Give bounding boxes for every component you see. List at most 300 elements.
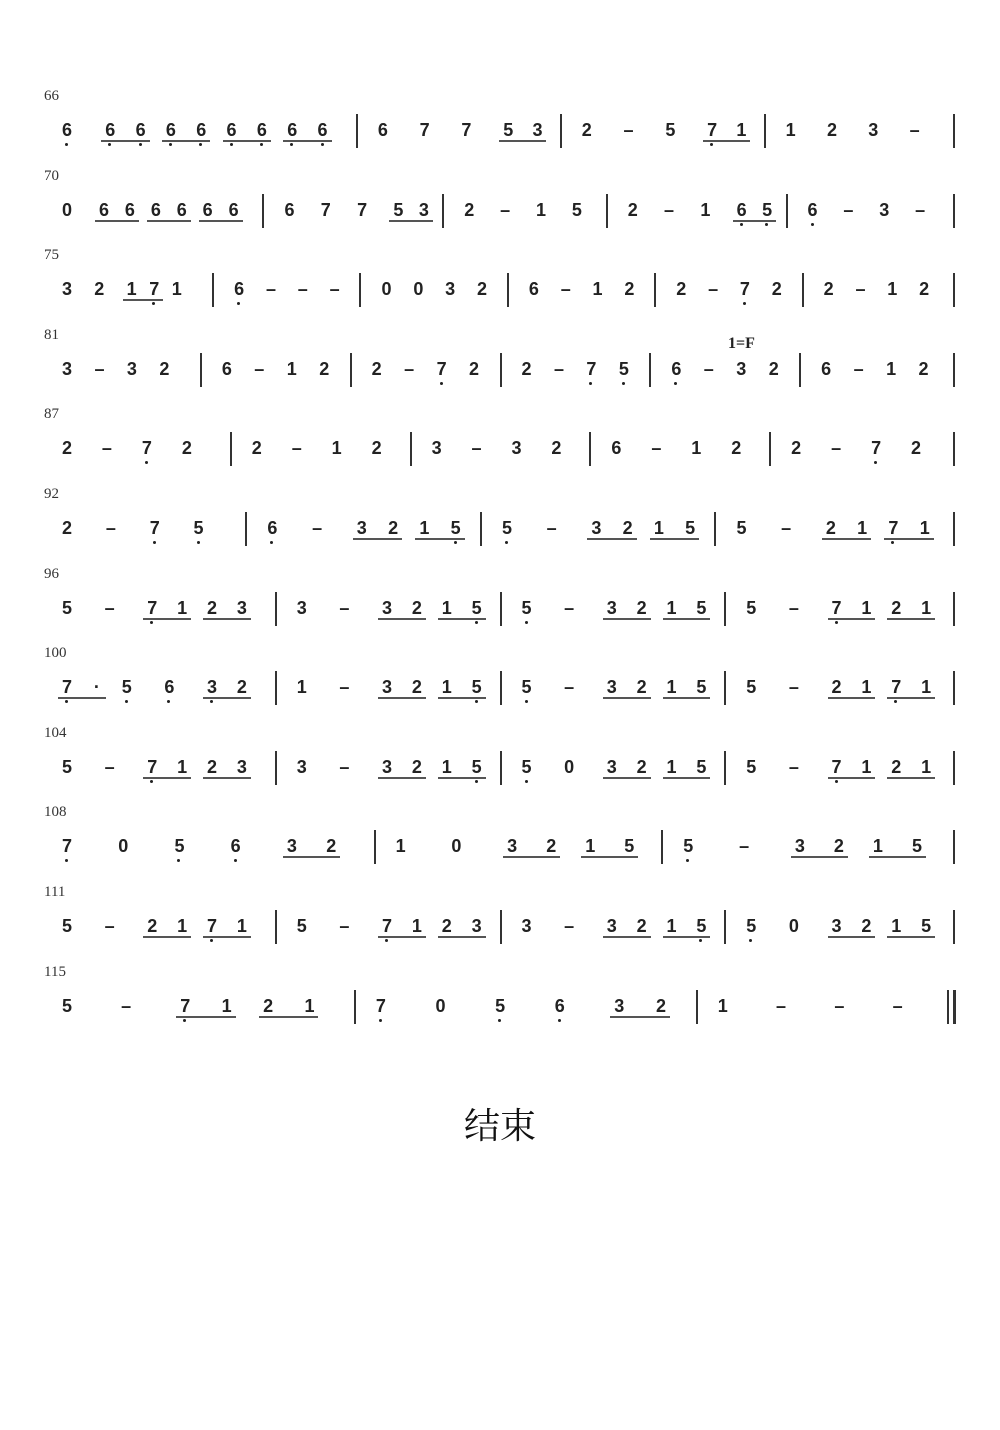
note: 2 bbox=[911, 438, 922, 459]
note: 2 bbox=[411, 756, 422, 777]
barline bbox=[507, 273, 509, 307]
note: 2 bbox=[371, 358, 382, 379]
note: 6 bbox=[176, 199, 187, 220]
note: 2 bbox=[891, 597, 902, 618]
note: 1 bbox=[395, 836, 406, 857]
measure-number: 108 bbox=[44, 804, 67, 821]
eighth-underline bbox=[438, 697, 486, 699]
note: 2 bbox=[768, 358, 779, 379]
low-octave-dot bbox=[270, 541, 273, 544]
sustain-dash: – bbox=[312, 518, 323, 538]
note: 1 bbox=[891, 916, 902, 936]
note: 2 bbox=[147, 916, 158, 936]
barline bbox=[410, 432, 412, 466]
barline bbox=[606, 194, 608, 228]
eighth-underline bbox=[415, 538, 464, 540]
low-octave-dot bbox=[505, 541, 508, 544]
note: 1 bbox=[331, 438, 342, 459]
barline bbox=[354, 990, 356, 1024]
eighth-underline bbox=[884, 538, 933, 540]
note: 5 bbox=[756, 200, 778, 220]
barline bbox=[953, 432, 955, 466]
note: 6 bbox=[202, 199, 213, 220]
note: 5 bbox=[489, 996, 511, 1016]
low-octave-dot bbox=[622, 382, 625, 385]
note: 6 bbox=[611, 438, 622, 459]
eighth-underline bbox=[650, 538, 699, 540]
note: 3 bbox=[201, 677, 223, 697]
eighth-underline bbox=[438, 618, 486, 620]
eighth-underline bbox=[663, 777, 711, 779]
note: 7 bbox=[701, 120, 723, 140]
note: 6 bbox=[228, 279, 250, 299]
note: 0 bbox=[451, 836, 462, 857]
sustain-dash: – bbox=[404, 358, 415, 379]
eighth-underline bbox=[828, 618, 876, 620]
note: 6 bbox=[225, 836, 247, 856]
low-octave-dot bbox=[765, 223, 768, 226]
sustain-dash: – bbox=[703, 358, 714, 379]
note: 3 bbox=[236, 597, 247, 618]
note: 7 bbox=[865, 438, 887, 458]
note: 2 bbox=[861, 916, 872, 936]
eighth-underline bbox=[603, 777, 651, 779]
note: 5 bbox=[746, 597, 757, 618]
note: 5 bbox=[61, 597, 72, 618]
note: 2 bbox=[251, 438, 262, 459]
eighth-underline bbox=[663, 618, 711, 620]
note: 2 bbox=[464, 199, 475, 220]
note: 5 bbox=[665, 120, 676, 140]
note: 2 bbox=[207, 756, 218, 777]
note: 3 bbox=[614, 995, 625, 1016]
note: 2 bbox=[319, 358, 330, 379]
low-octave-dot bbox=[150, 780, 153, 783]
score-line bbox=[0, 194, 1000, 234]
note: 1 bbox=[691, 438, 702, 459]
note: 6 bbox=[528, 279, 539, 300]
note: 3 bbox=[61, 358, 72, 379]
note: 6 bbox=[130, 120, 152, 140]
note: 6 bbox=[261, 518, 283, 538]
note: 3 bbox=[532, 120, 543, 140]
low-octave-dot bbox=[699, 939, 702, 942]
eighth-underline bbox=[603, 618, 651, 620]
final-barline-thin bbox=[947, 990, 949, 1024]
note: 3 bbox=[511, 438, 522, 459]
sustain-dash: – bbox=[915, 199, 926, 220]
eighth-underline bbox=[223, 140, 271, 142]
note: 6 bbox=[251, 120, 273, 140]
note: 1 bbox=[921, 677, 932, 698]
note: 1 bbox=[921, 597, 932, 618]
score-line bbox=[0, 830, 1000, 870]
low-octave-dot bbox=[210, 700, 213, 703]
sustain-dash: – bbox=[265, 279, 276, 300]
note: 1 bbox=[286, 358, 297, 379]
sustain-dash: – bbox=[788, 756, 799, 777]
note: 2 bbox=[731, 438, 742, 459]
note: 2 bbox=[181, 438, 192, 459]
eighth-underline bbox=[203, 936, 251, 938]
low-octave-dot bbox=[237, 302, 240, 305]
low-octave-dot bbox=[197, 541, 200, 544]
note: 6 bbox=[281, 120, 303, 140]
low-octave-dot bbox=[740, 223, 743, 226]
note: 6 bbox=[124, 199, 135, 220]
sustain-dash: – bbox=[892, 995, 903, 1016]
barline bbox=[500, 910, 502, 944]
eighth-underline bbox=[95, 220, 139, 222]
note: 1 bbox=[536, 199, 547, 220]
note: 3 bbox=[606, 916, 617, 936]
low-octave-dot bbox=[167, 700, 170, 703]
eighth-underline bbox=[199, 220, 243, 222]
barline bbox=[764, 114, 766, 148]
note: 3 bbox=[431, 438, 442, 459]
note: 6 bbox=[160, 120, 182, 140]
low-octave-dot bbox=[153, 541, 156, 544]
note: 3 bbox=[606, 756, 617, 777]
barline bbox=[786, 194, 788, 228]
sustain-dash: – bbox=[788, 677, 799, 698]
note: 2 bbox=[207, 597, 218, 618]
note: 6 bbox=[150, 199, 161, 220]
barline bbox=[953, 273, 955, 307]
eighth-underline bbox=[203, 618, 251, 620]
sustain-dash: – bbox=[834, 995, 845, 1016]
note: 3 bbox=[879, 199, 890, 220]
sustain-dash: – bbox=[664, 199, 675, 220]
note: 7 bbox=[885, 677, 907, 697]
note: 1 bbox=[441, 756, 452, 777]
score-line bbox=[0, 114, 1000, 154]
barline bbox=[500, 592, 502, 626]
note: 1 bbox=[441, 677, 452, 698]
note: 2 bbox=[627, 199, 638, 220]
note: 3 bbox=[868, 120, 879, 140]
note: 2 bbox=[624, 279, 635, 300]
note: 2 bbox=[551, 438, 562, 459]
note: 6 bbox=[731, 200, 753, 220]
note: 3 bbox=[382, 597, 393, 618]
sustain-dash: – bbox=[329, 279, 340, 300]
eighth-underline bbox=[438, 936, 486, 938]
note: 6 bbox=[665, 359, 687, 379]
note: 6 bbox=[377, 120, 388, 140]
eighth-underline bbox=[353, 538, 402, 540]
note: 3 bbox=[831, 916, 842, 936]
score-line bbox=[0, 512, 1000, 552]
note: 7 bbox=[201, 916, 223, 936]
note: 5 bbox=[613, 359, 635, 379]
eighth-underline bbox=[887, 936, 935, 938]
note: 5 bbox=[445, 518, 467, 538]
note: 1 bbox=[861, 756, 872, 777]
note: 2 bbox=[388, 518, 399, 538]
note: 1 bbox=[304, 995, 315, 1016]
note: 2 bbox=[825, 518, 836, 538]
note: 5 bbox=[168, 836, 190, 856]
note: 5 bbox=[516, 757, 538, 777]
measure-number: 96 bbox=[44, 565, 59, 582]
sustain-dash: – bbox=[339, 597, 350, 618]
note: 7 bbox=[461, 120, 472, 140]
note: 7 bbox=[580, 359, 602, 379]
note: 0 bbox=[61, 199, 72, 220]
eighth-underline bbox=[101, 140, 149, 142]
sustain-dash: – bbox=[104, 916, 115, 936]
eighth-underline bbox=[703, 140, 750, 142]
note: 5 bbox=[466, 757, 488, 777]
note: 2 bbox=[791, 438, 802, 459]
note: 2 bbox=[918, 358, 929, 379]
note: 3 bbox=[382, 756, 393, 777]
sustain-dash: – bbox=[339, 677, 350, 698]
low-octave-dot bbox=[475, 700, 478, 703]
note: 6 bbox=[284, 199, 295, 220]
sustain-dash: – bbox=[564, 916, 575, 936]
barline bbox=[661, 830, 663, 864]
eighth-underline bbox=[123, 299, 164, 301]
note: 5 bbox=[746, 756, 757, 777]
note: 1 bbox=[717, 995, 728, 1016]
sustain-dash: – bbox=[853, 358, 864, 379]
eighth-underline bbox=[283, 140, 331, 142]
low-octave-dot bbox=[230, 143, 233, 146]
low-octave-dot bbox=[475, 621, 478, 624]
low-octave-dot bbox=[475, 780, 478, 783]
low-octave-dot bbox=[525, 621, 528, 624]
eighth-underline bbox=[143, 936, 191, 938]
sustain-dash: – bbox=[560, 279, 571, 300]
barline bbox=[230, 432, 232, 466]
note: 6 bbox=[228, 199, 239, 220]
barline bbox=[953, 114, 955, 148]
sustain-dash: – bbox=[781, 518, 792, 538]
note: 3 bbox=[356, 518, 367, 538]
eighth-underline bbox=[389, 220, 432, 222]
note: 0 bbox=[381, 279, 392, 300]
note: 1 bbox=[666, 597, 677, 618]
measure-number: 70 bbox=[44, 167, 59, 184]
eighth-underline bbox=[828, 936, 876, 938]
note: 2 bbox=[676, 279, 687, 300]
low-octave-dot bbox=[749, 939, 752, 942]
note: 7 bbox=[141, 598, 163, 618]
note: 1 bbox=[296, 677, 307, 698]
note: 2 bbox=[919, 279, 930, 300]
note: 5 bbox=[516, 677, 538, 697]
low-octave-dot bbox=[710, 143, 713, 146]
low-octave-dot bbox=[894, 700, 897, 703]
note: 5 bbox=[677, 836, 699, 856]
note: 2 bbox=[236, 677, 247, 698]
note: 2 bbox=[546, 836, 557, 857]
note: 2 bbox=[636, 677, 647, 698]
sustain-dash: – bbox=[776, 995, 787, 1016]
note: 6 bbox=[99, 120, 121, 140]
note: 5 bbox=[61, 916, 72, 936]
note: 3 bbox=[296, 597, 307, 618]
note: 1 bbox=[700, 199, 711, 220]
note: 5 bbox=[696, 677, 707, 698]
note: 2 bbox=[622, 518, 633, 538]
note: 3 bbox=[286, 836, 297, 857]
note: 6 bbox=[158, 677, 180, 697]
note: 1 bbox=[736, 120, 747, 140]
low-octave-dot bbox=[152, 302, 155, 305]
note: 2 bbox=[94, 279, 105, 300]
ending-text: 结束 bbox=[463, 1106, 536, 1147]
note: 5 bbox=[466, 677, 488, 697]
low-octave-dot bbox=[525, 700, 528, 703]
note: 0 bbox=[435, 995, 446, 1016]
sustain-dash: – bbox=[909, 120, 920, 140]
barline bbox=[480, 512, 482, 546]
note: 7 bbox=[144, 518, 166, 538]
low-octave-dot bbox=[210, 939, 213, 942]
note: 3 bbox=[794, 836, 805, 857]
sustain-dash: – bbox=[291, 438, 302, 459]
barline bbox=[359, 273, 361, 307]
eighth-underline bbox=[499, 140, 546, 142]
note: 7 bbox=[370, 996, 392, 1016]
note: 1 bbox=[419, 518, 430, 538]
note: 5 bbox=[696, 756, 707, 777]
note: 1 bbox=[585, 836, 596, 857]
note: 7 bbox=[143, 279, 165, 299]
score-line bbox=[0, 353, 1000, 393]
barline bbox=[356, 114, 358, 148]
note: 1 bbox=[666, 916, 677, 936]
barline bbox=[200, 353, 202, 387]
low-octave-dot bbox=[321, 143, 324, 146]
low-octave-dot bbox=[558, 1019, 561, 1022]
low-octave-dot bbox=[674, 382, 677, 385]
low-octave-dot bbox=[65, 700, 68, 703]
note: 3 bbox=[445, 279, 456, 300]
sustain-dash: – bbox=[708, 279, 719, 300]
note: 5 bbox=[685, 518, 696, 538]
sustain-dash: – bbox=[104, 597, 115, 618]
note: 2 bbox=[477, 279, 488, 300]
note: 2 bbox=[159, 358, 170, 379]
barline bbox=[953, 830, 955, 864]
low-octave-dot bbox=[498, 1019, 501, 1022]
note: 5 bbox=[61, 756, 72, 777]
barline bbox=[500, 751, 502, 785]
eighth-underline bbox=[58, 697, 106, 699]
barline bbox=[724, 910, 726, 944]
barline bbox=[262, 194, 264, 228]
score-line bbox=[0, 910, 1000, 950]
note: 6 bbox=[56, 120, 78, 140]
barline bbox=[212, 273, 214, 307]
note: 5 bbox=[571, 199, 582, 220]
barline bbox=[953, 512, 955, 546]
note: 2 bbox=[636, 916, 647, 936]
eighth-underline bbox=[887, 618, 935, 620]
note: 5 bbox=[61, 995, 72, 1016]
eighth-underline bbox=[663, 697, 711, 699]
measure-number: 115 bbox=[44, 963, 66, 980]
note: 2 bbox=[891, 756, 902, 777]
eighth-underline bbox=[147, 220, 191, 222]
note: 6 bbox=[221, 120, 243, 140]
barline bbox=[374, 830, 376, 864]
measure-number: 92 bbox=[44, 486, 59, 502]
note: 5 bbox=[503, 120, 514, 140]
sustain-dash: – bbox=[564, 677, 575, 698]
eighth-underline bbox=[822, 538, 871, 540]
score-line bbox=[0, 273, 1000, 313]
note: 7 bbox=[320, 199, 331, 220]
note: 1 bbox=[861, 677, 872, 698]
note: 2 bbox=[61, 438, 72, 459]
sustain-dash: – bbox=[471, 438, 482, 459]
note: 2 bbox=[656, 995, 667, 1016]
score-line bbox=[0, 671, 1000, 711]
low-octave-dot bbox=[183, 1019, 186, 1022]
low-octave-dot bbox=[125, 700, 128, 703]
barline bbox=[802, 273, 804, 307]
note: 2 bbox=[831, 677, 842, 698]
eighth-underline bbox=[610, 1016, 670, 1018]
note: 1 bbox=[126, 279, 137, 300]
note: 1 bbox=[221, 995, 232, 1016]
note: 5 bbox=[696, 597, 707, 618]
low-octave-dot bbox=[65, 859, 68, 862]
barline bbox=[589, 432, 591, 466]
eighth-underline bbox=[143, 618, 191, 620]
barline bbox=[953, 592, 955, 626]
note: 1 bbox=[887, 279, 898, 300]
barline bbox=[245, 512, 247, 546]
low-octave-dot bbox=[199, 143, 202, 146]
note: 2 bbox=[411, 677, 422, 698]
low-octave-dot bbox=[139, 143, 142, 146]
note: 2 bbox=[636, 756, 647, 777]
measure-number: 104 bbox=[44, 724, 67, 741]
note: 0 bbox=[564, 756, 575, 777]
barline bbox=[953, 910, 955, 944]
eighth-underline bbox=[378, 697, 426, 699]
note: 5 bbox=[911, 836, 922, 857]
eighth-underline bbox=[733, 220, 776, 222]
note: 2 bbox=[636, 597, 647, 618]
note: 6 bbox=[221, 358, 232, 379]
note: 2 bbox=[826, 120, 837, 140]
note: 0 bbox=[413, 279, 424, 300]
note: 2 bbox=[521, 358, 532, 379]
note: 1 bbox=[886, 358, 897, 379]
sustain-dash: – bbox=[739, 836, 750, 857]
low-octave-dot bbox=[108, 143, 111, 146]
note: 7 bbox=[357, 199, 368, 220]
eighth-underline bbox=[203, 777, 251, 779]
barline bbox=[442, 194, 444, 228]
note: 7 bbox=[734, 279, 756, 299]
note: 1 bbox=[177, 597, 188, 618]
low-octave-dot bbox=[65, 143, 68, 146]
note: 1 bbox=[666, 756, 677, 777]
note: 1 bbox=[236, 916, 247, 936]
note: 6 bbox=[549, 996, 571, 1016]
barline bbox=[799, 353, 801, 387]
note: 1 bbox=[857, 518, 868, 538]
note: 3 bbox=[418, 199, 429, 220]
